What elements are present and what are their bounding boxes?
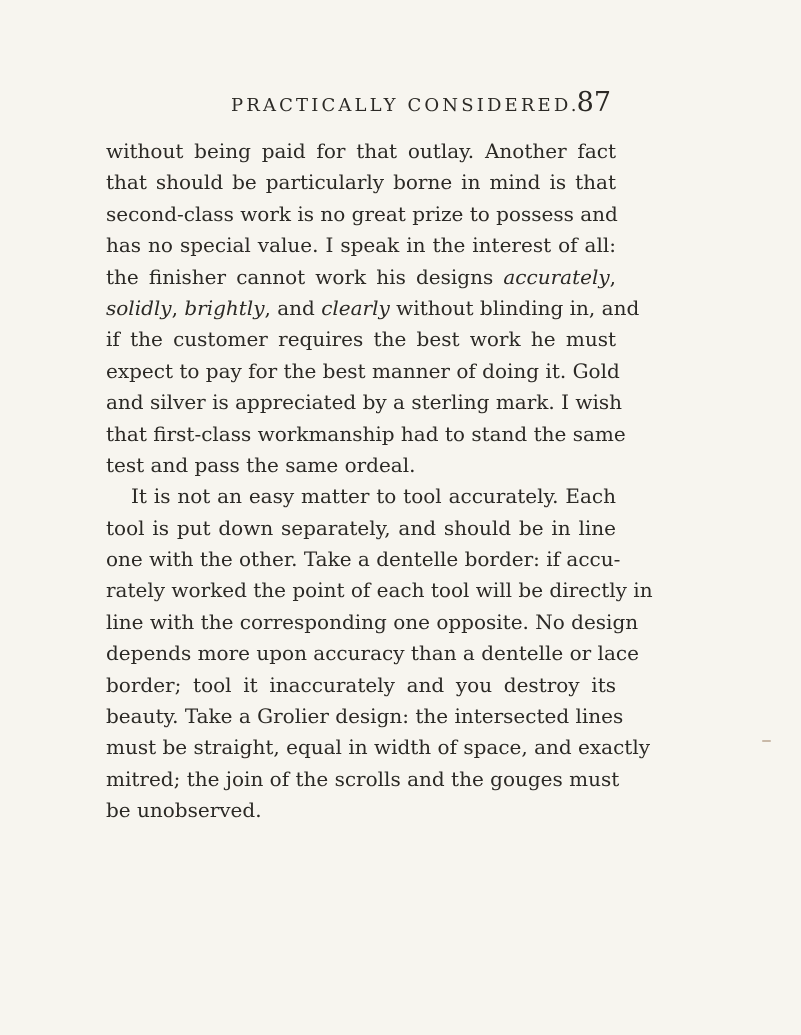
text-line: mitred; the join of the scrolls and the gouges must — [106, 766, 620, 791]
text-line: without being paid for that outlay. Another fact — [106, 139, 616, 163]
text-line: depends more upon accuracy than a dentelle or lace — [106, 641, 639, 666]
italic-word: clearly — [321, 295, 390, 320]
italic-word: accurately — [503, 264, 610, 289]
text-line: second-class work is no great prize to possess and — [106, 201, 618, 226]
running-title: PRACTICALLY CONSIDERED. — [231, 95, 580, 116]
text-line: the finisher cannot work his designs accurately, — [106, 264, 616, 289]
text-line: rately worked the point of each tool will be directly in — [106, 578, 653, 603]
page-number: 87 — [576, 87, 611, 118]
text-line: It is not an easy matter to tool accurately. Each — [131, 484, 616, 509]
text-line: expect to pay for the best manner of doing it. Gold — [106, 358, 620, 383]
text-line: border; tool it inaccurately and you destroy its — [106, 672, 616, 697]
text-line: has no special value. I speak in the interest of all: — [106, 233, 616, 258]
text-line: test and pass the same ordeal. — [106, 452, 416, 477]
text-line: one with the other. Take a dentelle border: if accu- — [106, 547, 621, 572]
italic-word: solidly — [106, 295, 172, 320]
text-line: if the customer requires the best work he must — [106, 327, 616, 352]
text-line: be unobserved. — [106, 798, 262, 823]
text-line: beauty. Take a Grolier design: the intersected lines — [106, 704, 624, 729]
running-head — [231, 86, 611, 126]
text-line: line with the corresponding one opposite. No design — [106, 609, 639, 634]
body-text — [106, 136, 653, 827]
paper-blemish — [762, 740, 771, 742]
text-line: tool is put down separately, and should be in line — [106, 515, 616, 540]
text-line: that first-class workmanship had to stand the same — [106, 421, 626, 446]
text-line: must be straight, equal in width of space, and exactly — [106, 735, 651, 760]
text-line: that should be particularly borne in mind is that — [106, 170, 616, 195]
text-line: and silver is appreciated by a sterling mark. I wish — [106, 390, 623, 415]
italic-word: brightly — [184, 295, 265, 320]
text-line: solidly, brightly, and clearly without blinding in, and — [106, 295, 640, 320]
